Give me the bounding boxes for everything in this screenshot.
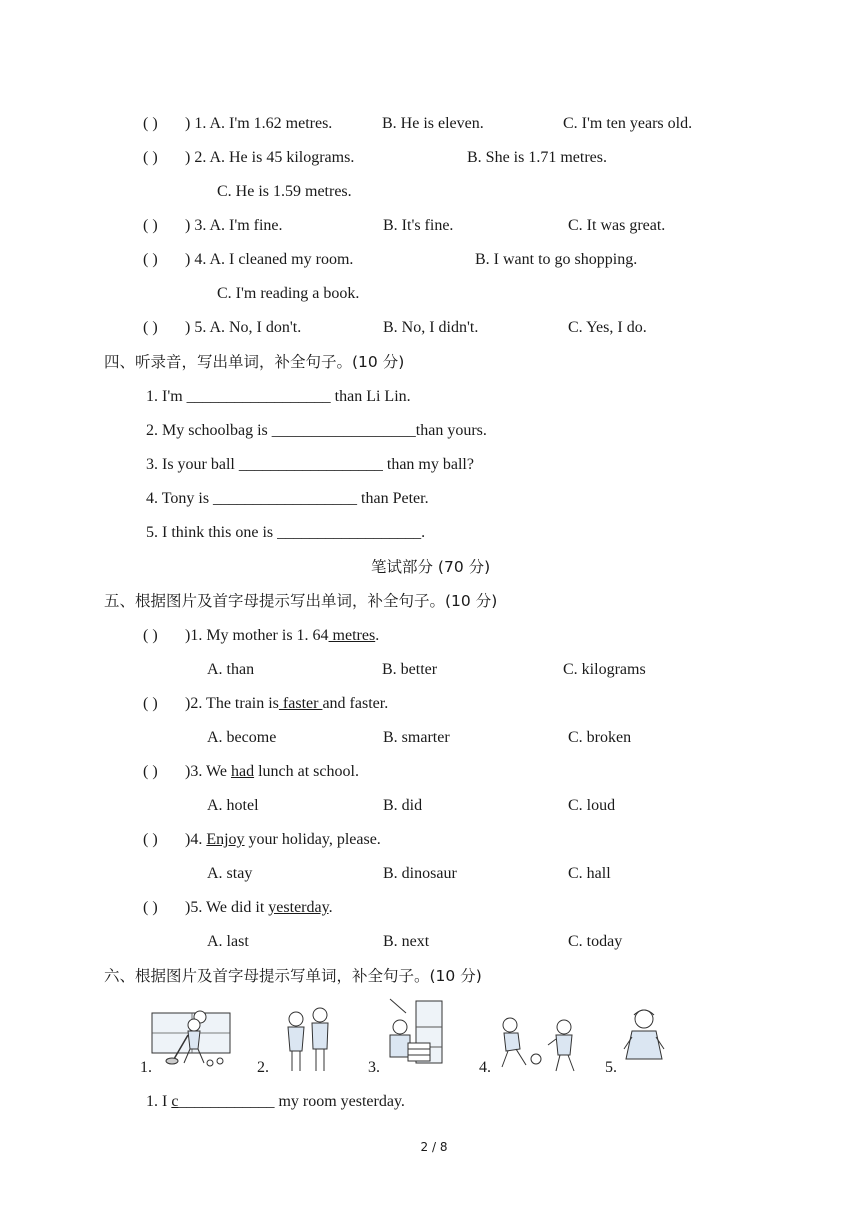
paren-4[interactable]: ( ): [143, 251, 158, 268]
blank-4[interactable]: __________________: [213, 490, 358, 507]
option-2c: C. He is 1.59 metres.: [217, 183, 352, 200]
blank-3[interactable]: __________________: [238, 456, 383, 473]
s6-question-1: 1. I c____________ my room yesterday.: [146, 1093, 405, 1110]
option-3c: C. It was great.: [568, 217, 666, 234]
pic-label-2: 2.: [257, 1059, 269, 1076]
option-4b: B. I want to go shopping.: [475, 251, 638, 268]
question-4: ) 4. A. I cleaned my room.: [185, 251, 354, 268]
s5-paren-1[interactable]: ( ): [143, 627, 158, 644]
paren-3[interactable]: ( ): [143, 217, 158, 234]
s5-option-5c: C. today: [568, 933, 623, 950]
s5-question-5: )5. We did it yesterday.: [185, 899, 333, 916]
paren-2[interactable]: ( ): [143, 149, 158, 166]
s5-option-1b: B. better: [382, 661, 438, 678]
picture-3-cooking-icon: [380, 997, 446, 1069]
s4-item-2: 2. My schoolbag is __________________than yours.: [146, 422, 487, 439]
question-1: ) 1. A. I'm 1.62 metres.: [185, 115, 333, 132]
blank-2[interactable]: __________________: [271, 422, 416, 439]
s5-option-3a: A. hotel: [207, 797, 259, 814]
s5-option-2c: C. broken: [568, 729, 632, 746]
page-number: 2 / 8: [420, 1140, 448, 1154]
s5-option-4c: C. hall: [568, 865, 611, 882]
blank-1[interactable]: __________________: [186, 388, 331, 405]
option-1b: B. He is eleven.: [382, 115, 484, 132]
s5-paren-3[interactable]: ( ): [143, 763, 158, 780]
option-5c: C. Yes, I do.: [568, 319, 647, 336]
s6-blank-1[interactable]: ____________: [178, 1093, 275, 1110]
s5-question-4: )4. Enjoy your holiday, please.: [185, 831, 381, 848]
paren-5[interactable]: ( ): [143, 319, 158, 336]
written-part-heading: 笔试部分 (70 分): [371, 558, 491, 576]
option-3b: B. It's fine.: [383, 217, 454, 234]
s4-item-4: 4. Tony is __________________ than Peter.: [146, 490, 429, 507]
s4-item-3: 3. Is your ball __________________ than my ball?: [146, 456, 474, 473]
s5-question-3: )3. We had lunch at school.: [185, 763, 359, 780]
pic-label-3: 3.: [368, 1059, 380, 1076]
picture-5-girl-icon: [622, 1005, 666, 1063]
picture-4-playing-icon: [496, 1013, 586, 1073]
s5-option-1a: A. than: [207, 661, 255, 678]
section-4-title: 四、听录音，写出单词，补全句子。(10 分): [104, 353, 405, 371]
s5-option-1c: C. kilograms: [563, 661, 646, 678]
s5-option-4a: A. stay: [207, 865, 253, 882]
blank-5[interactable]: __________________: [277, 524, 422, 541]
option-2b: B. She is 1.71 metres.: [467, 149, 607, 166]
s5-option-3c: C. loud: [568, 797, 616, 814]
pic-label-1: 1.: [140, 1059, 152, 1076]
s5-option-4b: B. dinosaur: [383, 865, 457, 882]
s5-paren-4[interactable]: ( ): [143, 831, 158, 848]
pic-label-4: 4.: [479, 1059, 491, 1076]
s5-option-5b: B. next: [383, 933, 430, 950]
s5-question-1: )1. My mother is 1. 64 metres.: [185, 627, 380, 644]
s4-item-1: 1. I'm __________________ than Li Lin.: [146, 388, 411, 405]
section-5-title: 五、根据图片及首字母提示写出单词，补全句子。(10 分): [104, 592, 498, 610]
s5-question-2: )2. The train is faster and faster.: [185, 695, 389, 712]
paren-1[interactable]: ( ): [143, 115, 158, 132]
picture-1-cleaning-icon: [148, 1003, 234, 1067]
option-1c: C. I'm ten years old.: [563, 115, 693, 132]
s5-option-2a: A. become: [207, 729, 277, 746]
s4-item-5: 5. I think this one is __________________.: [146, 524, 426, 541]
s5-option-3b: B. did: [383, 797, 423, 814]
question-3: ) 3. A. I'm fine.: [185, 217, 283, 234]
question-2: ) 2. A. He is 45 kilograms.: [185, 149, 355, 166]
option-4c: C. I'm reading a book.: [217, 285, 360, 302]
section-6-title: 六、根据图片及首字母提示写单词，补全句子。(10 分): [104, 967, 482, 985]
s5-option-5a: A. last: [207, 933, 249, 950]
s5-paren-5[interactable]: ( ): [143, 899, 158, 916]
option-5b: B. No, I didn't.: [383, 319, 479, 336]
question-5: ) 5. A. No, I don't.: [185, 319, 302, 336]
s5-option-2b: B. smarter: [383, 729, 450, 746]
picture-2-two-people-icon: [280, 1003, 336, 1075]
s5-paren-2[interactable]: ( ): [143, 695, 158, 712]
pic-label-5: 5.: [605, 1059, 617, 1076]
